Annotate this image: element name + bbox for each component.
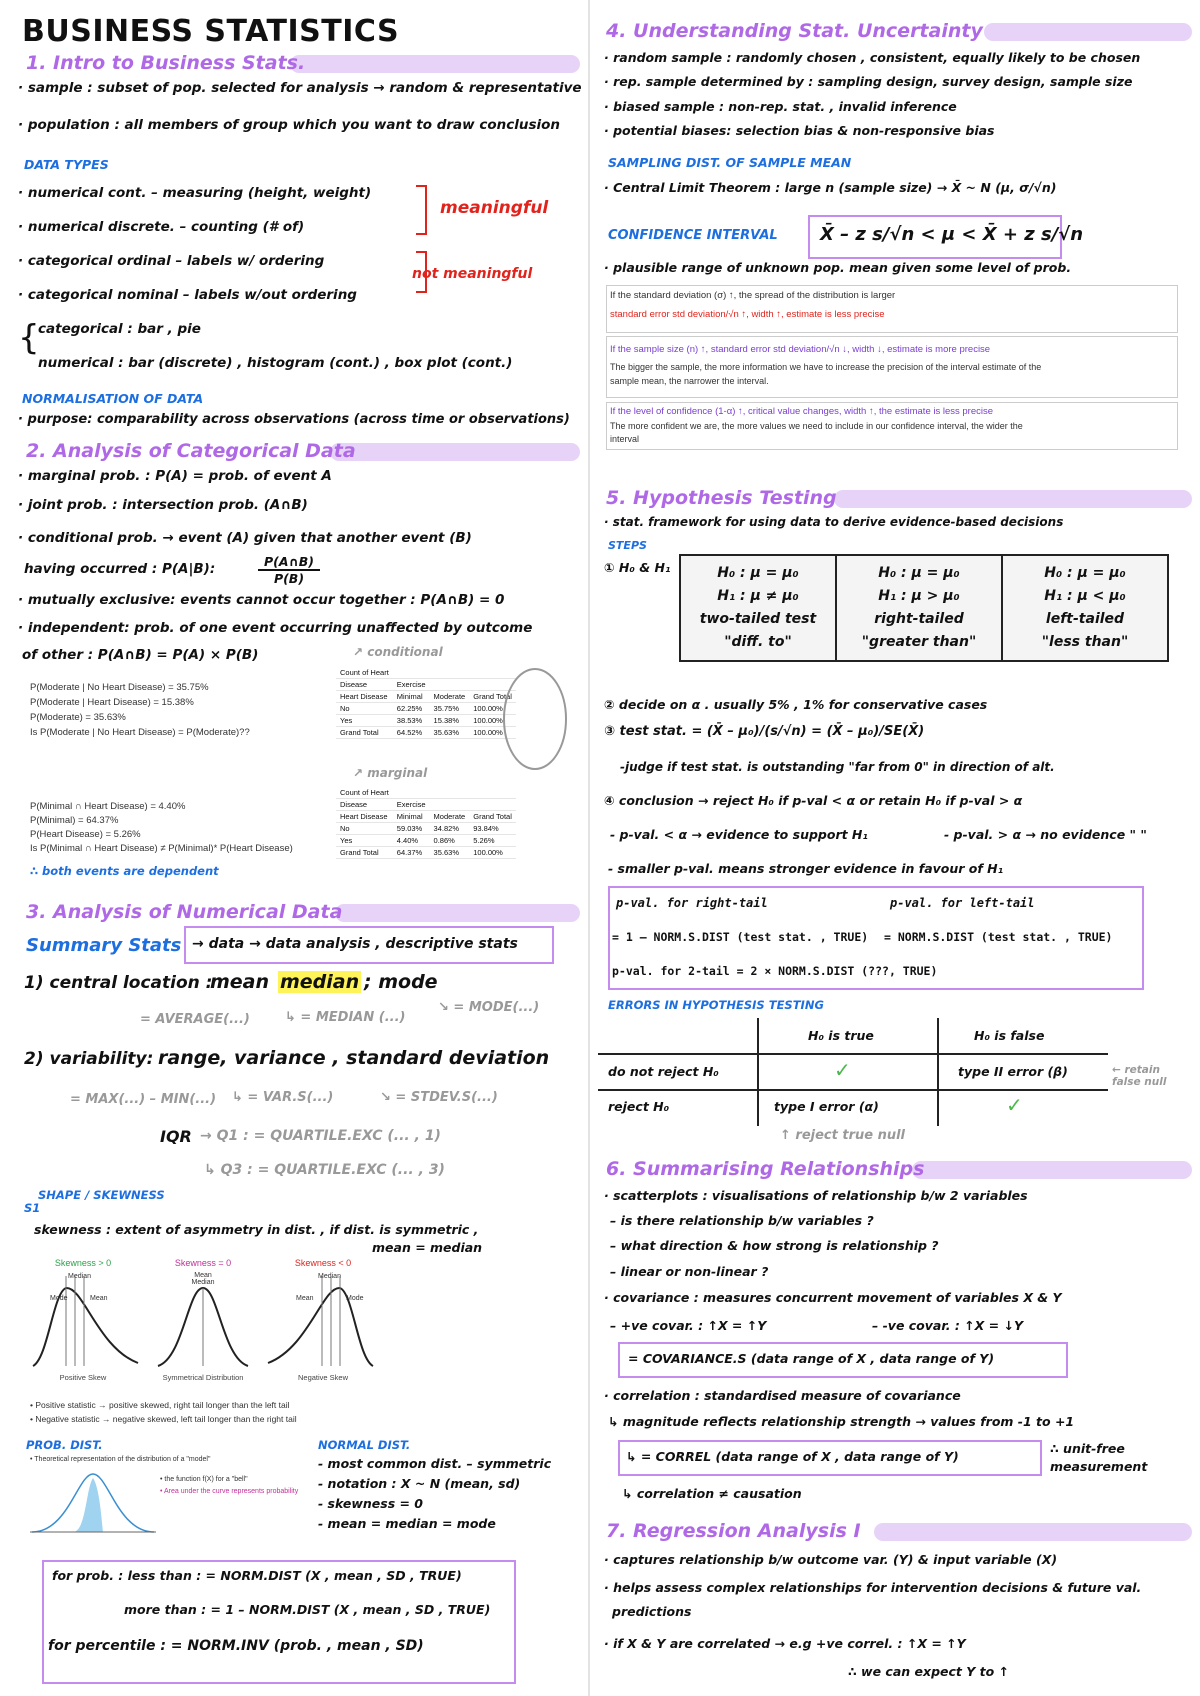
table-cell: 0.86% <box>430 835 470 847</box>
table-cell: Yes <box>336 835 393 847</box>
table-caption: Disease <box>336 679 393 691</box>
reject-true-null-note: ↑ reject true null <box>780 1128 906 1143</box>
conditional-denominator: P(B) <box>273 571 305 586</box>
table-cell: 5.26% <box>469 835 516 847</box>
variance-fn: ↳ = VAR.S(...) <box>232 1090 334 1105</box>
smaller-pval: - smaller p-val. means stronger evidence in favour of H₁ <box>608 861 1004 876</box>
ci-note-1b: standard error std deviation/√n ↑, width ↑, estimate is less precise <box>610 309 885 320</box>
skew-positive-label: Skewness > 0 <box>54 1258 112 1268</box>
table-cell: 100.00% <box>469 703 516 715</box>
table-header: Grand Total <box>469 691 516 703</box>
summary-stats-label: Summary Stats <box>26 935 182 956</box>
ci-note-2a: If the sample size (n) ↑, standard error std deviation/√n ↓, width ↓, estimate is more precise <box>610 344 991 355</box>
table-header: Minimal <box>393 811 430 823</box>
normalisation-purpose: · purpose: comparability across observations (across time or observations) <box>18 412 570 427</box>
symmetric-median-label: Median <box>191 1279 215 1286</box>
positive-median-label: Median <box>68 1273 91 1280</box>
left-column <box>0 0 586 1696</box>
section-4-title: 4. Understanding Stat. Uncertainty <box>606 20 983 42</box>
left-tailed-label: left-tailed <box>1045 611 1125 627</box>
more-than-fn: more than : = 1 – NORM.DIST (X , mean , SD , TRUE) <box>124 1602 491 1617</box>
table-header: Moderate <box>430 691 470 703</box>
negative-mode-label: Mode <box>346 1295 364 1302</box>
marginal-tag: ↗ marginal <box>353 766 428 780</box>
conditional-numerator: P(A∩B) <box>258 554 320 571</box>
table-cell: 62.25% <box>393 703 430 715</box>
random-sample: · random sample : randomly chosen , consistent, equally likely to be chosen <box>604 50 1141 65</box>
shape-heading: SHAPE / SKEWNESS <box>38 1188 165 1202</box>
grand-total-circle <box>500 665 570 773</box>
iqr-label: IQR <box>160 1127 192 1146</box>
table-cell: 35.75% <box>430 703 470 715</box>
table-header: Moderate <box>430 811 470 823</box>
h0-true-header: H₀ is true <box>808 1028 874 1043</box>
ci-note-3a: If the level of confidence (1-α) ↑, critical value changes, width ↑, the estimate is less precise <box>610 406 994 417</box>
positive-skew-note: • Positive statistic → positive skewed, right tail longer than the left tail <box>30 1400 290 1410</box>
example-2-list <box>30 800 293 856</box>
mode-fn: ↘ = MODE(...) <box>438 1000 540 1015</box>
ci-formula: X̄ – z s/√n < μ < X̄ + z s/√n <box>820 224 1084 245</box>
table-cell: 4.40% <box>393 835 430 847</box>
prob-dist-note-2: • the function f(X) for a "bell" <box>160 1476 248 1483</box>
retain-false-null-note: ← retain false null <box>1112 1064 1167 1088</box>
h0-left-tailed: H₀ : μ = μ₀ <box>1044 565 1126 581</box>
table-cell: No <box>336 823 393 835</box>
table-cell: Grand Total <box>336 727 393 739</box>
h1-right-tailed: H₁ : μ > μ₀ <box>878 588 960 604</box>
ci-heading: CONFIDENCE INTERVAL <box>608 228 778 243</box>
prob-dist-heading: PROB. DIST. <box>26 1438 103 1452</box>
table-cell: 64.52% <box>393 727 430 739</box>
ci-note-3b: The more confident we are, the more values we need to include in our confidence interval, the wider the <box>610 421 1023 431</box>
pval-right-fn: = 1 – NORM.S.DIST (test stat. , TRUE) <box>612 930 869 944</box>
negative-skew-note: • Negative statistic → negative skewed, left tail longer than the right tail <box>30 1414 297 1424</box>
correlation-causation: ↳ correlation ≠ causation <box>622 1486 802 1501</box>
normalisation-heading: NORMALISATION OF DATA <box>22 391 204 406</box>
correl-fn: ↳ = CORREL (data range of X , data range of Y) <box>626 1449 959 1464</box>
h0-right-tailed: H₀ : μ = μ₀ <box>878 565 960 581</box>
errors-heading: ERRORS IN HYPOTHESIS TESTING <box>608 998 824 1012</box>
step-4: ④ conclusion → reject H₀ if p-val < α or retain H₀ if p-val > α <box>604 793 1023 808</box>
column-divider <box>588 0 590 1696</box>
pval-left-fn: = NORM.S.DIST (test stat. , TRUE) <box>884 930 1113 944</box>
mutually-exclusive: · mutually exclusive: events cannot occur together : P(A∩B) = 0 <box>18 592 505 608</box>
section-2-title: 2. Analysis of Categorical Data <box>26 440 356 462</box>
steps-heading: STEPS <box>608 539 647 552</box>
table-header: Heart Disease <box>336 691 393 703</box>
h0-false-header: H₀ is false <box>974 1028 1045 1043</box>
example-1-line: P(Moderate | Heart Disease) = 15.38% <box>30 697 194 708</box>
normal-dist-item: - mean = median = mode <box>318 1516 496 1531</box>
pval-right-label: p-val. for right-tail <box>616 896 768 910</box>
conditional-fraction <box>258 554 320 586</box>
pivot-table-2 <box>336 787 516 859</box>
table-caption: Count of Heart <box>336 667 393 679</box>
table-cell: Yes <box>336 715 393 727</box>
table-caption: Count of Heart <box>336 787 393 799</box>
table-cell: 93.84% <box>469 823 516 835</box>
example-1-line: P(Moderate) = 35.63% <box>30 712 126 723</box>
hypotheses-table <box>679 554 1169 662</box>
skew-zero-label: Skewness = 0 <box>174 1258 232 1268</box>
table-row <box>336 703 516 715</box>
clt: · Central Limit Theorem : large n (sample size) → X̄ ~ N (μ, σ/√n) <box>604 180 1057 195</box>
central-location-label: 1) central location : <box>24 973 213 993</box>
scatter-q3: – linear or non-linear ? <box>610 1264 769 1279</box>
type-1-error: type I error (α) <box>774 1099 879 1114</box>
mean-term: mean <box>210 971 270 993</box>
normal-dist-item: - skewness = 0 <box>318 1496 424 1511</box>
skewness-diagram <box>28 1258 378 1398</box>
average-fn: = AVERAGE(...) <box>140 1012 250 1027</box>
pval-greater: - p-val. > α → no evidence " " <box>944 827 1147 842</box>
step-3: ③ test stat. = (X̄ – μ₀)/(s/√n) = (X̄ – μ₀)/SE(X̄) <box>604 724 925 739</box>
section-7-title: 7. Regression Analysis I <box>606 1520 861 1542</box>
scatterplots: · scatterplots : visualisations of relationship b/w 2 variables <box>604 1188 1028 1203</box>
prob-dist-note: • Theoretical representation of the distribution of a "model" <box>30 1456 211 1463</box>
table-col-group: Exercise <box>393 799 430 811</box>
example-2-line: P(Heart Disease) = 5.26% <box>30 829 141 840</box>
positive-skew-curve <box>33 1288 138 1366</box>
left-tailed-phrase: "less than" <box>1041 634 1129 650</box>
h1-left-tailed: H₁ : μ < μ₀ <box>1044 588 1126 604</box>
sample-definition: · sample : subset of pop. selected for analysis → random & representative <box>18 80 582 96</box>
table-row <box>336 823 516 835</box>
table-cell: 15.38% <box>430 715 470 727</box>
cov-positive: – +ve covar. : ↑X = ↑Y <box>610 1318 767 1333</box>
section-6-highlight <box>912 1161 1192 1179</box>
covariance: · covariance : measures concurrent movement of variables X & Y <box>604 1290 1062 1305</box>
example-2-line: Is P(Minimal ∩ Heart Disease) ≠ P(Minimal)* P(Heart Disease) <box>30 843 293 854</box>
biased-sample: · biased sample : non-rep. stat. , invalid inference <box>604 99 957 114</box>
table-caption: Disease <box>336 799 393 811</box>
table-row <box>336 727 516 739</box>
table-cell: No <box>336 703 393 715</box>
scatter-q2: – what direction & how strong is relationship ? <box>610 1238 939 1253</box>
pval-less: - p-val. < α → evidence to support H₁ <box>610 827 868 842</box>
covariance-fn: = COVARIANCE.S (data range of X , data range of Y) <box>628 1351 995 1366</box>
numerical-continuous: · numerical cont. – measuring (height, weight) <box>18 185 372 201</box>
numerical-discrete: · numerical discrete. – counting (# of) <box>18 219 305 235</box>
example-1-line: P(Moderate | No Heart Disease) = 35.75% <box>30 682 209 693</box>
correlation: · correlation : standardised measure of covariance <box>604 1388 961 1403</box>
section-1-highlight <box>290 55 580 73</box>
numerical-charts: numerical : bar (discrete) , histogram (cont.) , box plot (cont.) <box>38 355 513 371</box>
symmetric-mean-label: Mean <box>194 1272 212 1279</box>
h0-two-tailed: H₀ : μ = μ₀ <box>717 565 799 581</box>
meaningful-label: meaningful <box>440 198 549 218</box>
right-tailed-phrase: "greater than" <box>861 634 977 650</box>
normal-dist-item: - notation : X ~ N (mean, sd) <box>318 1476 521 1491</box>
table-col-group: Exercise <box>393 679 430 691</box>
section-4-highlight <box>984 23 1192 41</box>
independent-1: · independent: prob. of one event occurring unaffected by outcome <box>18 620 533 636</box>
conditional-prob-2: having occurred : P(A|B): <box>24 561 216 577</box>
example-2-line: P(Minimal ∩ Heart Disease) = 4.40% <box>30 801 186 812</box>
check-icon: ✓ <box>1006 1093 1023 1117</box>
cov-negative: – -ve covar. : ↑X = ↓Y <box>872 1318 1023 1333</box>
table-cell: Grand Total <box>336 847 393 859</box>
table-cell: 59.03% <box>393 823 430 835</box>
percentile-fn: for percentile : = NORM.INV (prob. , mean , SD) <box>48 1638 424 1654</box>
normal-dist-list <box>318 1454 551 1534</box>
example-2-line: P(Minimal) = 64.37% <box>30 815 119 826</box>
right-column <box>594 0 1200 1696</box>
regression-correlated: · if X & Y are correlated → e.g +ve correl. : ↑X = ↑Y <box>604 1636 966 1651</box>
h1-two-tailed: H₁ : μ ≠ μ₀ <box>717 588 799 604</box>
conditional-prob-1: · conditional prob. → event (A) given that another event (B) <box>18 530 472 546</box>
median-term: median <box>280 971 360 993</box>
positive-skew-caption: Positive Skew <box>59 1373 107 1382</box>
regression-predictions: predictions <box>612 1604 692 1619</box>
mode-term: ; mode <box>364 971 438 993</box>
q1-fn: → Q1 : = QUARTILE.EXC (... , 1) <box>200 1128 441 1144</box>
judge-note: -judge if test stat. is outstanding "far from 0" in direction of alt. <box>620 760 1055 774</box>
step-2: ② decide on α . usually 5% , 1% for conservative cases <box>604 697 988 712</box>
variability-items: range, variance , standard deviation <box>158 1047 550 1069</box>
table-row <box>336 715 516 727</box>
categorical-ordinal: · categorical ordinal – labels w/ ordering <box>18 253 325 269</box>
negative-mean-label: Mean <box>296 1295 314 1302</box>
two-tailed-cell <box>681 556 837 660</box>
type-brackets <box>412 180 442 300</box>
reject-label: reject H₀ <box>608 1099 670 1114</box>
normal-shaded-area <box>73 1478 103 1532</box>
sampling-dist-heading: SAMPLING DIST. OF SAMPLE MEAN <box>608 155 852 170</box>
range-fn: = MAX(...) – MIN(...) <box>70 1092 217 1107</box>
categorical-charts: categorical : bar , pie <box>38 321 201 337</box>
potential-biases: · potential biases: selection bias & non-responsive bias <box>604 123 995 138</box>
negative-median-label: Median <box>318 1273 341 1280</box>
marginal-prob: · marginal prob. : P(A) = prob. of event A <box>18 468 332 484</box>
variability-label: 2) variability: <box>24 1049 154 1069</box>
negative-skew-caption: Negative Skew <box>297 1373 349 1382</box>
data-types-heading: DATA TYPES <box>24 157 109 172</box>
table-cell: 35.63% <box>430 727 470 739</box>
unit-free-note: ∴ unit-free measurement <box>1050 1441 1148 1474</box>
table-header: Grand Total <box>469 811 516 823</box>
section-2-highlight <box>330 443 580 461</box>
table-header: Heart Disease <box>336 811 393 823</box>
right-tailed-label: right-tailed <box>874 611 964 627</box>
section-6-title: 6. Summarising Relationships <box>606 1158 925 1180</box>
s1-mark: S1 <box>24 1201 41 1215</box>
type-2-error: type II error (β) <box>958 1064 1068 1079</box>
stdev-fn: ↘ = STDEV.S(...) <box>380 1090 498 1105</box>
prob-dist-note-3: • Area under the curve represents probability <box>160 1488 299 1495</box>
two-tailed-label: two-tailed test <box>699 611 817 627</box>
population-definition: · population : all members of group which you want to draw conclusion <box>18 117 560 133</box>
skew-negative-label: Skewness < 0 <box>294 1258 352 1268</box>
normal-curve-diagram <box>28 1466 158 1540</box>
median-fn: ↳ = MEDIAN (...) <box>285 1010 406 1025</box>
table-cell: 38.53% <box>393 715 430 727</box>
independent-2: of other : P(A∩B) = P(A) × P(B) <box>22 647 259 663</box>
table-cell: 64.37% <box>393 847 430 859</box>
plausible-range: · plausible range of unknown pop. mean given some level of prob. <box>604 260 1072 275</box>
table-cell: 100.00% <box>469 727 516 739</box>
example-1-line: Is P(Moderate | No Heart Disease) = P(Moderate)?? <box>30 727 250 738</box>
joint-prob: · joint prob. : intersection prob. (A∩B) <box>18 497 308 513</box>
example-1-list <box>30 680 250 740</box>
normal-dist-item: - most common dist. – symmetric <box>318 1456 552 1471</box>
section-5-highlight <box>834 490 1192 508</box>
table-header: Minimal <box>393 691 430 703</box>
pivot-table-1 <box>336 667 516 739</box>
table-cell: 35.63% <box>430 847 470 859</box>
table-cell: 100.00% <box>469 715 516 727</box>
symmetric-caption: Symmetrical Distribution <box>162 1373 244 1382</box>
rep-sample: · rep. sample determined by : sampling design, survey design, sample size <box>604 74 1133 89</box>
positive-mean-label: Mean <box>90 1295 108 1302</box>
pval-left-label: p-val. for left-tail <box>890 896 1035 910</box>
section-3-title: 3. Analysis of Numerical Data <box>26 901 343 923</box>
section-1-title: 1. Intro to Business Stats. <box>26 52 306 74</box>
table-row <box>336 835 516 847</box>
section-3-highlight <box>335 904 580 922</box>
ci-note-1a: If the standard deviation (σ) ↑, the spread of the distribution is larger <box>610 290 896 301</box>
regression-expect: ∴ we can expect Y to ↑ <box>848 1664 1010 1679</box>
ci-note-2b: The bigger the sample, the more information we have to increase the precision of the interval estimate of the <box>610 362 1042 372</box>
both-dependent-note: ∴ both events are dependent <box>30 864 219 878</box>
section-5-title: 5. Hypothesis Testing <box>606 487 837 509</box>
two-tailed-phrase: "diff. to" <box>724 634 792 650</box>
check-icon: ✓ <box>834 1058 851 1082</box>
q3-fn: ↳ Q3 : = QUARTILE.EXC (... , 3) <box>204 1162 445 1178</box>
conditional-tag: ↗ conditional <box>353 645 443 659</box>
regression-helps: · helps assess complex relationships for intervention decisions & future val. <box>604 1580 1142 1595</box>
chart-brace: { <box>18 318 40 358</box>
not-meaningful-label: not meaningful <box>412 266 533 282</box>
pval-two-fn: p-val. for 2-tail = 2 × NORM.S.DIST (???, TRUE) <box>612 964 938 978</box>
table-cell: 100.00% <box>469 847 516 859</box>
right-tailed-cell <box>837 556 1003 660</box>
left-tailed-cell <box>1003 556 1167 660</box>
skewness-def-2: mean = median <box>372 1240 483 1255</box>
page-title: BUSINESS STATISTICS <box>22 14 400 49</box>
skewness-def-1: skewness : extent of asymmetry in dist. , if dist. is symmetric , <box>34 1222 479 1237</box>
regression-captures: · captures relationship b/w outcome var. (Y) & input variable (X) <box>604 1552 1058 1567</box>
table-cell: 34.82% <box>430 823 470 835</box>
step-1: ① H₀ & H₁ <box>604 560 671 575</box>
summary-stats-path: → data → data analysis , descriptive stats <box>192 936 518 952</box>
correlation-magnitude: ↳ magnitude reflects relationship strength → values from -1 to +1 <box>608 1414 1075 1429</box>
ci-note-3c: interval <box>610 434 640 444</box>
table-row <box>336 847 516 859</box>
less-than-fn: for prob. : less than : = NORM.DIST (X , mean , SD , TRUE) <box>52 1568 462 1583</box>
categorical-nominal: · categorical nominal – labels w/out ordering <box>18 287 357 303</box>
positive-mode-label: Mode <box>50 1295 68 1302</box>
normal-dist-heading: NORMAL DIST. <box>318 1438 411 1452</box>
scatter-q1: – is there relationship b/w variables ? <box>610 1213 874 1228</box>
hypothesis-definition: · stat. framework for using data to derive evidence-based decisions <box>604 515 1064 529</box>
do-not-reject-label: do not reject H₀ <box>608 1064 719 1079</box>
section-7-highlight <box>874 1523 1192 1541</box>
ci-note-2c: sample mean, the narrower the interval. <box>610 376 769 386</box>
